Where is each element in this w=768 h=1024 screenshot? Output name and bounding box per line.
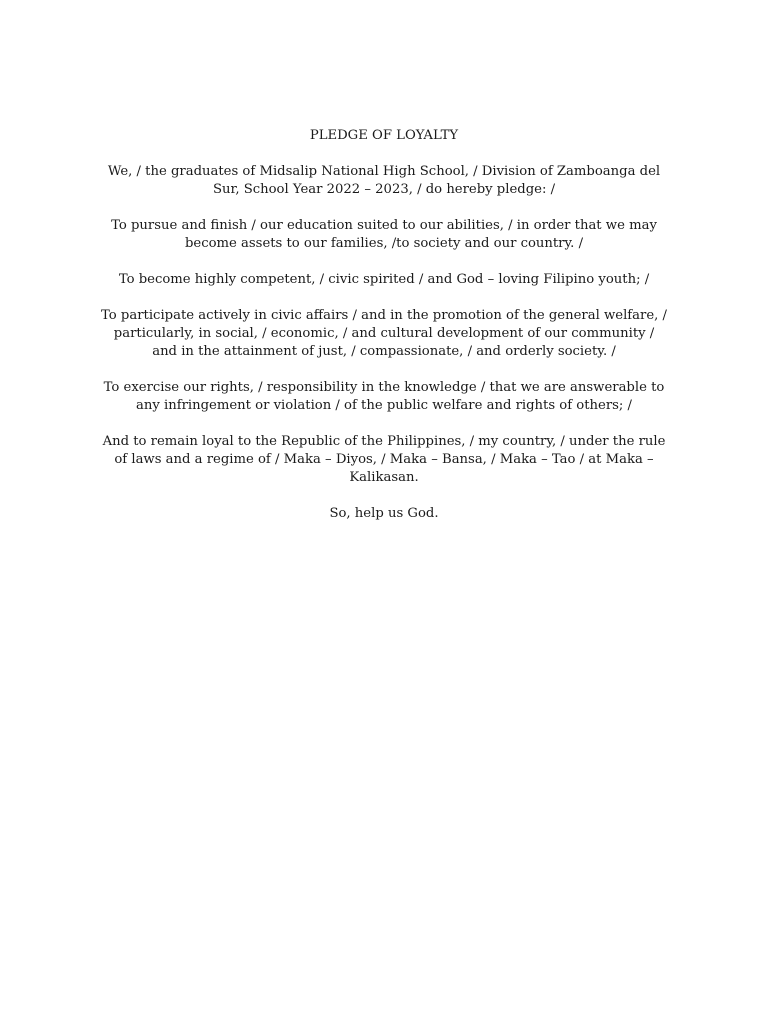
paragraph-1 <box>90 163 678 199</box>
text-line: particularly, in social, / economic, / and cultural development of our community / <box>113 326 655 341</box>
text-line: and in the attainment of just, / compassionate, / and orderly society. / <box>152 344 616 359</box>
text-line: Kalikasan. <box>349 470 419 485</box>
text-line: become assets to our families, /to society and our country. / <box>184 236 584 251</box>
text-line: We, / the graduates of Midsalip National High School, / Division of Zamboanga del <box>107 164 661 179</box>
text-line: of laws and a regime of / Maka – Diyos, / Maka – Bansa, / Maka – Tao / at Maka – <box>114 452 654 467</box>
text-line: any infringement or violation / of the public welfare and rights of others; / <box>136 398 632 413</box>
pledge-text <box>90 127 678 541</box>
document-title: PLEDGE OF LOYALTY <box>309 128 459 143</box>
text-line: And to remain loyal to the Republic of the Philippines, / my country, / under the rule <box>102 434 666 449</box>
text-line: To become highly competent, / civic spirited / and God – loving Filipino youth; / <box>118 272 650 287</box>
text-line: Sur, School Year 2022 – 2023, / do hereby pledge: / <box>212 182 556 197</box>
closing-line <box>90 505 678 523</box>
paragraph-2 <box>90 217 678 253</box>
text-line: To exercise our rights, / responsibility in the knowledge / that we are answerable to <box>103 380 665 395</box>
paragraph-3 <box>90 271 678 289</box>
text-line: To participate actively in civic affairs / and in the promotion of the general welfare, / <box>101 308 667 323</box>
text-line: To pursue and finish / our education suited to our abilities, / in order that we may <box>111 218 657 233</box>
paragraph-5 <box>90 379 678 415</box>
paragraph-4 <box>90 307 678 361</box>
paragraph-6 <box>90 433 678 487</box>
text-line: So, help us God. <box>329 506 439 521</box>
